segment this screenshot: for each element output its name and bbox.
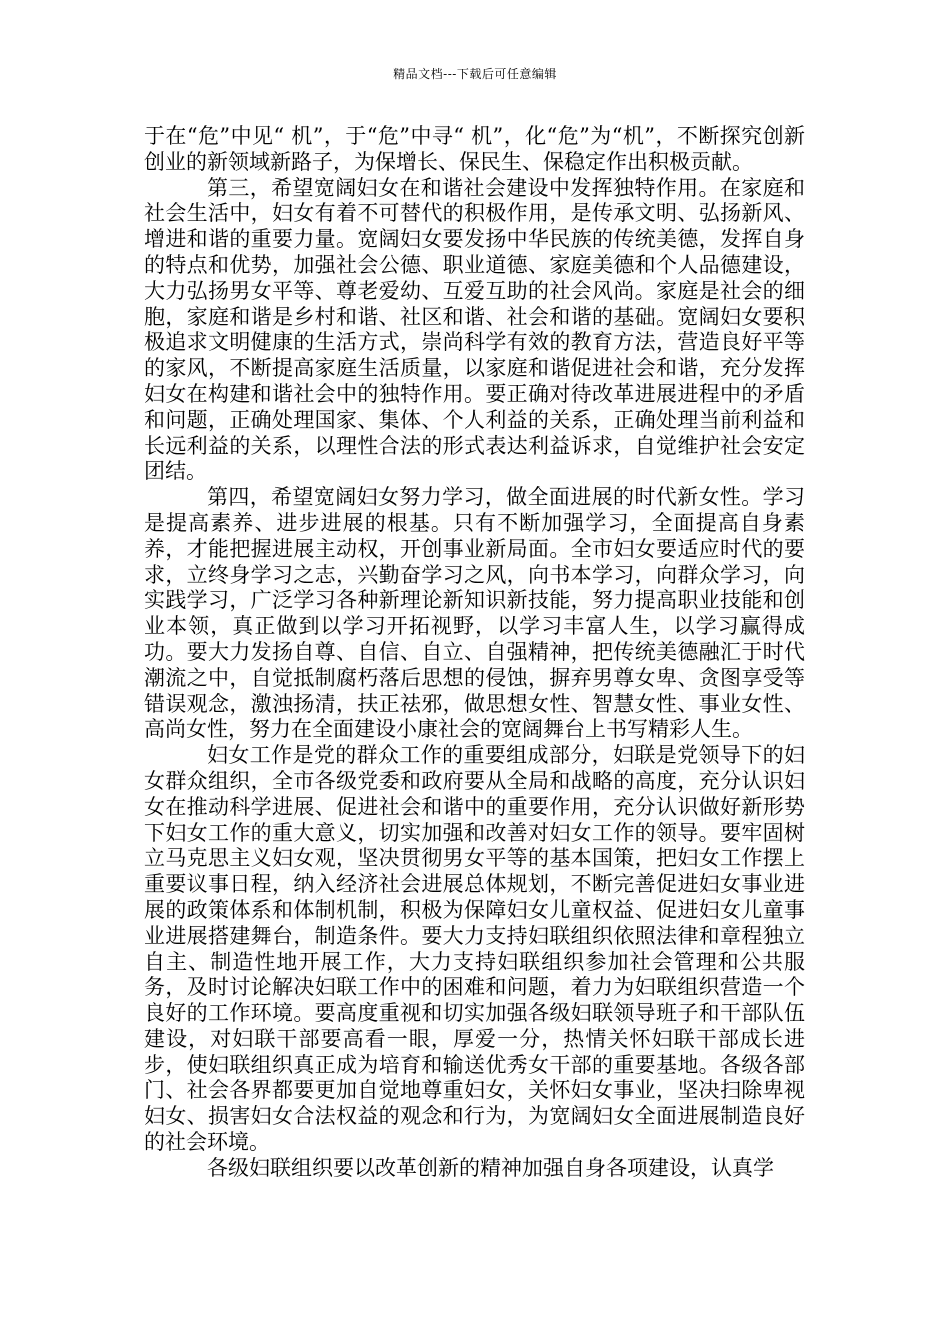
document-body bbox=[144, 124, 805, 1182]
paragraph-third-hope: 第三，希望宽阔妇女在和谐社会建设中发挥独特作用。在家庭和社会生活中，妇女有着不可替代的积极作用，是传承文明、弘扬新风、增进和谐的重要力量。宽阔妇女要发扬中华民族的传统美德，发挥自身的特点和优势，加强社会公德、职业道德、家庭美德和个人品德建设，大力弘扬男女平等、尊老爱幼、互爱互助的社会风尚。家庭是社会的细胞，家庭和谐是乡村和谐、社区和谐、社会和谐的基础。宽阔妇女要积极追求文明健康的生活方式，崇尚科学有效的教育方法，营造良好平等的家风，不断提高家庭生活质量，以家庭和谐促进社会和谐，充分发挥妇女在构建和谐社会中的独特作用。要正确对待改革进展进程中的矛盾和问题，正确处理国家、集体、个人利益的关系，正确处理当前利益和长远利益的关系，以理性合法的形式表达利益诉求，自觉维护社会安定团结。 bbox=[144, 175, 805, 484]
paragraph-fourth-hope: 第四，希望宽阔妇女努力学习，做全面进展的时代新女性。学习是提高素养、进步进展的根基。只有不断加强学习，全面提高自身素养，才能把握进展主动权，开创事业新局面。全市妇女要适应时代的要求，立终身学习之志，兴勤奋学习之风，向书本学习，向群众学习，向实践学习，广泛学习各种新理论新知识新技能，努力提高职业技能和创业本领，真正做到以学习开拓视野，以学习丰富人生，以学习赢得成功。要大力发扬自尊、自信、自立、自强精神，把传统美德融汇于时代潮流之中，自觉抵制腐朽落后思想的侵蚀，摒弃男尊女卑、贪图享受等错误观念，激浊扬清，扶正祛邪，做思想女性、智慧女性、事业女性、高尚女性，努力在全面建设小康社会的宽阔舞台上书写精彩人生。 bbox=[144, 485, 805, 742]
paragraph-federation: 各级妇联组织要以改革创新的精神加强自身各项建设，认真学 bbox=[207, 1155, 774, 1180]
paragraph-continuation: 于在“危”中见“ 机”，于“危”中寻“ 机”，化“危”为“机”，不断探究创新创业的新领域新路子，为保增长、保民生、保稳定作出积极贡献。 bbox=[144, 124, 805, 174]
page-header: 精品文档---下载后可任意编辑 bbox=[393, 67, 557, 81]
paragraph-women-work: 妇女工作是党的群众工作的重要组成部分，妇联是党领导下的妇女群众组织，全市各级党委和政府要从全局和战略的高度，充分认识妇女在推动科学进展、促进社会和谐中的重要作用，充分认识做好新形势下妇女工作的重大意义，切实加强和改善对妇女工作的领导。要牢固树立马克思主义妇女观，坚决贯彻男女平等的基本国策，把妇女工作摆上重要议事日程，纳入经济社会进展总体规划，不断完善促进妇女事业进展的政策体系和体制机制，积极为保障妇女儿童权益、促进妇女儿童事业进展搭建舞台，制造条件。要大力支持妇联组织依照法律和章程独立自主、制造性地开展工作，大力支持妇联组织参加社会管理和公共服务，及时讨论解决妇联工作中的困难和问题，着力为妇联组织营造一个良好的工作环境。要高度重视和切实加强各级妇联领导班子和干部队伍建设，对妇联干部要高看一眼，厚爱一分，热情关怀妇联干部成长进步，使妇联组织真正成为培育和输送优秀女干部的重要基地。各级各部门、社会各界都要更加自觉地尊重妇女，关怀妇女事业，坚决扫除卑视妇女、损害妇女合法权益的观念和行为，为宽阔妇女全面进展制造良好的社会环境。 bbox=[144, 743, 805, 1155]
